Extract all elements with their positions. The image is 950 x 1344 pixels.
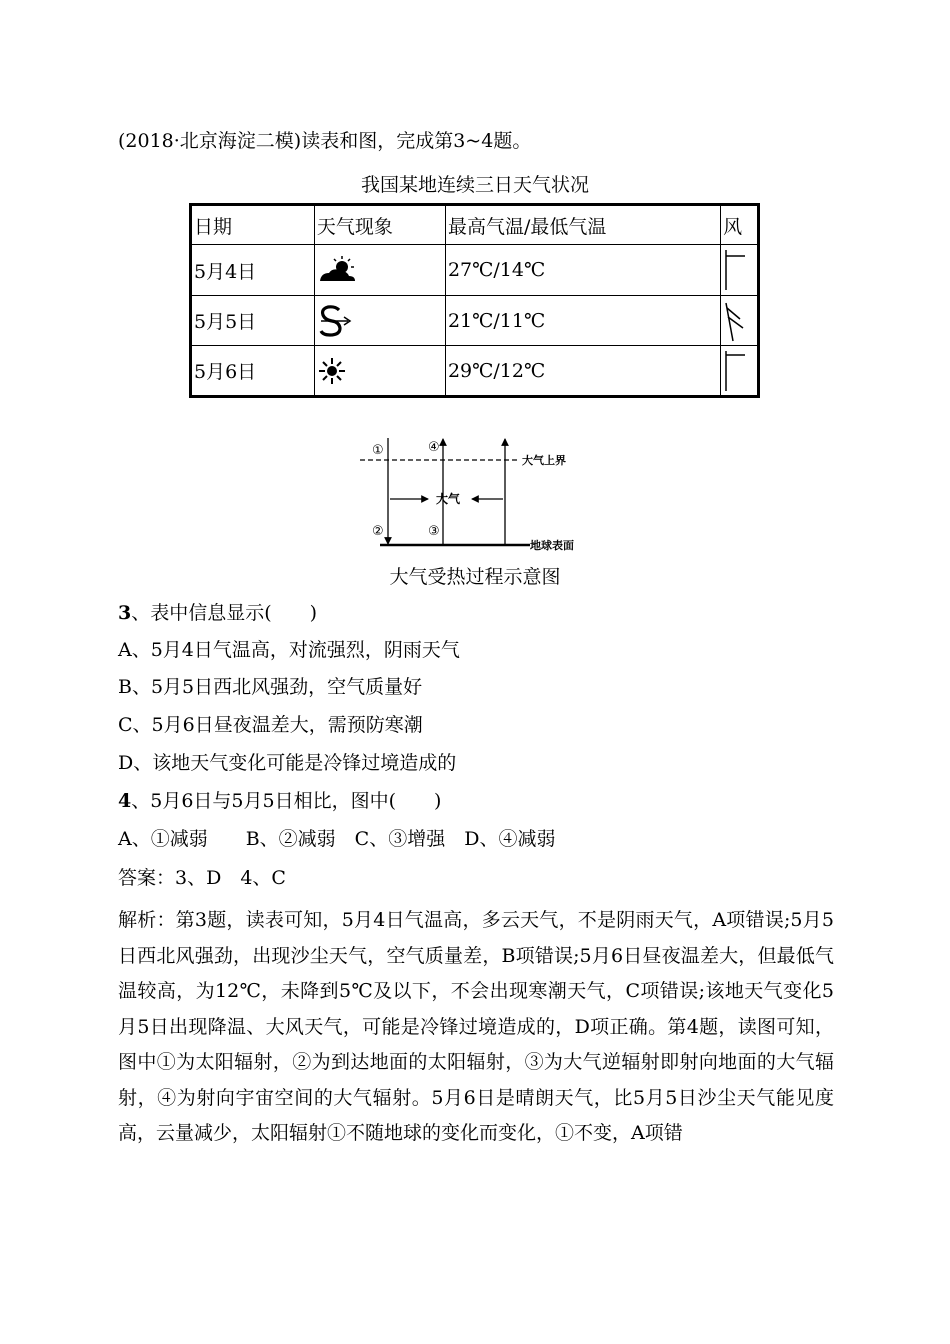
label-1: ① [372, 443, 384, 458]
wind-barb-icon [723, 349, 749, 393]
row-wind [721, 295, 759, 346]
row-temp: 27℃/14℃ [445, 245, 720, 296]
header-wind: 风 [721, 205, 759, 245]
wind-barb-strong-icon [723, 299, 749, 343]
question-3-option-c: C、5月6日昼夜温差大，需预防寒潮 [118, 714, 423, 736]
atmosphere-heating-diagram [360, 436, 600, 556]
sunny-icon [317, 356, 347, 386]
question-3-text: 、表中信息显示( ) [131, 602, 318, 624]
row-wind [721, 245, 759, 296]
wind-barb-icon [723, 248, 749, 292]
diagram-caption: 大气受热过程示意图 [389, 566, 561, 588]
label-3: ③ [428, 524, 440, 539]
table-header-row [191, 205, 759, 245]
table-row [191, 245, 759, 296]
row-date: 5月5日 [191, 295, 315, 346]
header-temp: 最高气温/最低气温 [445, 205, 720, 245]
partly-cloudy-icon [317, 255, 359, 285]
question-4-stem [118, 788, 441, 814]
label-4: ④ [428, 440, 440, 455]
question-3-option-d: D、该地天气变化可能是冷锋过境造成的 [118, 752, 457, 774]
question-3-stem [118, 600, 317, 626]
header-weather: 天气现象 [314, 205, 445, 245]
row-wind [721, 346, 759, 397]
question-3-number: 3 [118, 602, 132, 624]
row-weather [314, 295, 445, 346]
question-3-option-b: B、5月5日西北风强劲，空气质量好 [118, 676, 423, 698]
analysis-paragraph: 解析：第3题，读表可知，5月4日气温高，多云天气，不是阴雨天气，A项错误;5月5日西北风强劲，出现沙尘天气，空气质量差，B项错误;5月6日昼夜温差大，但最低气温较高，为12℃，未降到5℃及以下，不会出现寒潮天气，C项错误;该地天气变化5月5日出现降温、大风天气，可能是冷锋过境造成的，D项正确。第4题，读图可知，图中①为太阳辐射，②为到达地面的太阳辐射，③为大气逆辐射即射向地面的大气辐射，④为射向宇宙空间的大气辐射。5月6日是晴朗天气，比5月5日沙尘天气能见度高，云量减少，太阳辐射①不随地球的变化而变化，①不变，A项错 [118, 909, 834, 1144]
weather-table [189, 203, 760, 398]
label-atmosphere-top: 大气上界 [522, 454, 566, 467]
question-4-options: A、①减弱 B、②减弱 C、③增强 D、④减弱 [118, 828, 556, 850]
row-date: 5月6日 [191, 346, 315, 397]
label-earth-surface: 地球表面 [530, 539, 574, 552]
question-4-number: 4 [118, 790, 132, 812]
row-temp: 21℃/11℃ [445, 295, 720, 346]
header-date: 日期 [191, 205, 315, 245]
row-temp: 29℃/12℃ [445, 346, 720, 397]
answer-line: 答案：3、D 4、C [118, 867, 286, 889]
sandstorm-icon [317, 304, 353, 338]
row-weather [314, 346, 445, 397]
row-date: 5月4日 [191, 245, 315, 296]
table-row [191, 295, 759, 346]
question-3-option-a: A、5月4日气温高，对流强烈，阴雨天气 [118, 639, 460, 661]
row-weather [314, 245, 445, 296]
table-row [191, 346, 759, 397]
label-atmosphere: 大气 [436, 492, 461, 506]
question-4-text: 、5月6日与5月5日相比，图中( ) [131, 790, 442, 812]
intro-line: (2018·北京海淀二模)读表和图，完成第3~4题。 [118, 130, 532, 152]
table-title: 我国某地连续三日天气状况 [360, 174, 589, 196]
label-2: ② [372, 524, 384, 539]
